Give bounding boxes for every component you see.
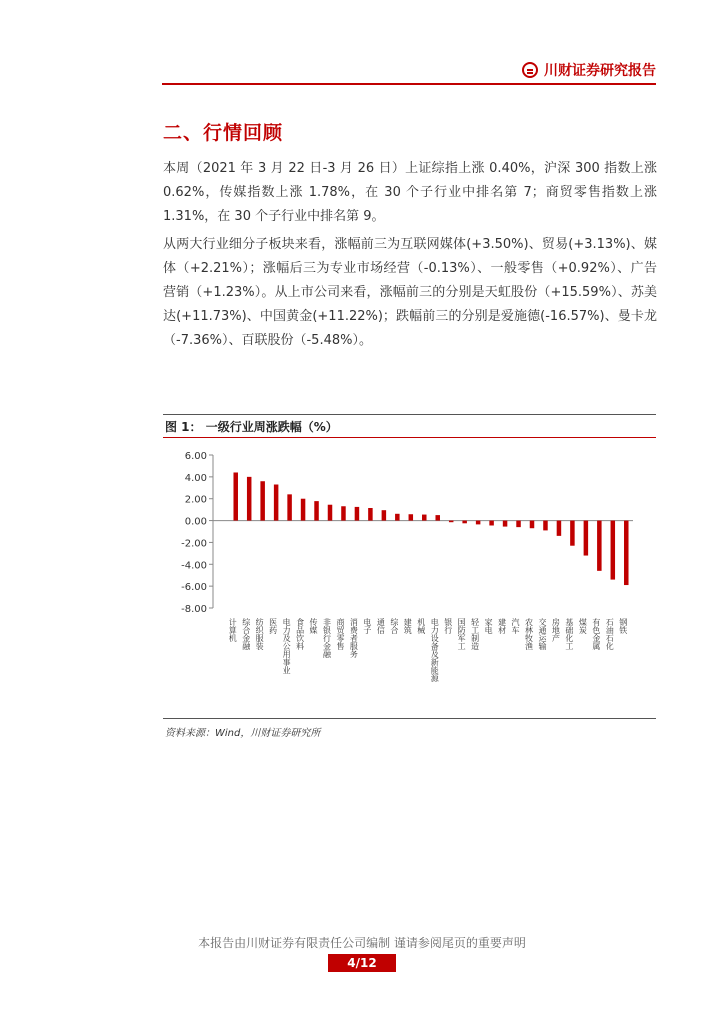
x-tick-label: 煤炭	[578, 618, 588, 634]
header-divider	[162, 83, 656, 85]
x-tick-label: 机械	[416, 618, 426, 634]
bar	[449, 521, 454, 523]
x-tick-label: 医药	[268, 618, 278, 634]
paragraph-subsector-review: 从两大行业细分子板块来看，涨幅前三为互联网媒体(+3.50%)、贸易(+3.13%)、媒体（+2.21%）；涨幅后三为专业市场经营（-0.13%）、一般零售（+0.92%）、广告营销（+1.23%）。从上市公司来看，涨幅前三的分别是天虹股份（+15.59%）、苏美达(+11.73%)、中国黄金(+11.22%)；跌幅前三的分别是爱施德(-16.57%)、曼卡龙（-7.36%）、百联股份（-5.48%）。	[163, 237, 657, 348]
bar	[557, 521, 562, 536]
bar	[516, 521, 521, 528]
x-tick-label: 有色金属	[591, 618, 601, 650]
x-tick-label: 食品饮料	[295, 618, 305, 650]
bar	[584, 521, 589, 556]
x-tick-label: 石油石化	[605, 618, 615, 650]
figure-source: 资料来源：Wind，川财证券研究所	[165, 728, 321, 739]
bar	[368, 508, 373, 521]
x-tick-label: 纺织服装	[255, 618, 265, 650]
brand-name: 川财证券研究报告	[544, 63, 656, 79]
x-tick-label: 交通运输	[537, 618, 547, 650]
bar	[543, 521, 548, 531]
page-header	[162, 56, 656, 82]
bar	[247, 477, 252, 521]
bar	[314, 501, 319, 520]
x-tick-label: 钢铁	[618, 618, 628, 634]
figure-title: 图 1： 一级行业周涨跌幅（%）	[165, 420, 338, 434]
bar	[624, 521, 629, 585]
y-tick-label: 4.00	[184, 472, 207, 484]
x-tick-label: 基础化工	[564, 618, 574, 650]
x-tick-label: 银行	[443, 618, 453, 634]
y-tick-label: 2.00	[184, 494, 207, 506]
bar	[489, 521, 494, 526]
paragraph-market-review: 本周（2021 年 3 月 22 日-3 月 26 日）上证综指上涨 0.40%，沪深 300 指数上涨 0.62%，传媒指数上涨 1.78%，在 30 个子行业中排名第 7；商贸零售指数上涨 1.31%，在 30 个子行业中排名第 9。	[163, 161, 657, 224]
bar	[355, 507, 360, 521]
y-tick-label: -4.00	[181, 560, 207, 572]
page-number: 4/12	[328, 954, 396, 972]
bar	[476, 521, 481, 525]
x-tick-label: 房地产	[551, 618, 561, 642]
bar	[530, 521, 535, 529]
figure-bottom-rule	[163, 718, 656, 719]
bar	[462, 521, 467, 524]
bar	[233, 472, 238, 520]
x-tick-label: 通信	[376, 618, 386, 634]
figure-title-bar	[163, 414, 656, 438]
x-tick-label: 电力设备及新能源	[430, 618, 440, 682]
bar	[328, 505, 333, 521]
bar	[503, 521, 508, 527]
bar	[382, 510, 387, 520]
industry-weekly-change-chart	[163, 440, 656, 716]
x-tick-label: 汽车	[511, 618, 521, 634]
brand	[522, 60, 656, 80]
x-tick-label: 轻工制造	[470, 618, 480, 650]
x-tick-label: 综合金融	[241, 618, 251, 650]
bar	[341, 506, 346, 520]
x-tick-label: 电子	[362, 618, 372, 634]
x-tick-label: 消费者服务	[349, 618, 359, 658]
bar	[597, 521, 602, 571]
x-tick-label: 电力及公用事业	[282, 618, 292, 674]
y-tick-label: -2.00	[181, 538, 207, 550]
x-tick-label: 非银行金融	[322, 618, 332, 658]
x-tick-label: 家电	[484, 618, 494, 634]
x-tick-label: 商贸零售	[335, 618, 345, 650]
disclaimer-note: 本报告由川财证券有限责任公司编制 谨请参阅尾页的重要声明	[198, 936, 526, 950]
x-tick-label: 农林牧渔	[524, 618, 534, 650]
x-tick-label: 计算机	[228, 618, 238, 642]
bar	[260, 481, 265, 520]
bar	[570, 521, 575, 546]
y-tick-label: -6.00	[181, 582, 207, 594]
bar	[435, 515, 440, 520]
bar	[409, 514, 414, 520]
x-tick-label: 建材	[497, 618, 507, 634]
bar	[274, 485, 279, 521]
x-tick-label: 综合	[389, 618, 399, 634]
x-tick-label: 国防军工	[457, 618, 467, 650]
bar	[395, 514, 400, 521]
x-tick-label: 建筑	[403, 618, 413, 634]
bar	[301, 499, 306, 521]
section-title: 二、行情回顾	[163, 122, 284, 144]
y-tick-label: 6.00	[184, 451, 207, 462]
bar	[611, 521, 616, 580]
bar	[422, 515, 427, 521]
y-tick-label: 0.00	[184, 516, 207, 528]
x-tick-label: 传媒	[309, 618, 319, 634]
y-tick-label: -8.00	[181, 604, 207, 615]
chuancai-logo-icon	[522, 62, 538, 78]
bar	[287, 494, 292, 520]
